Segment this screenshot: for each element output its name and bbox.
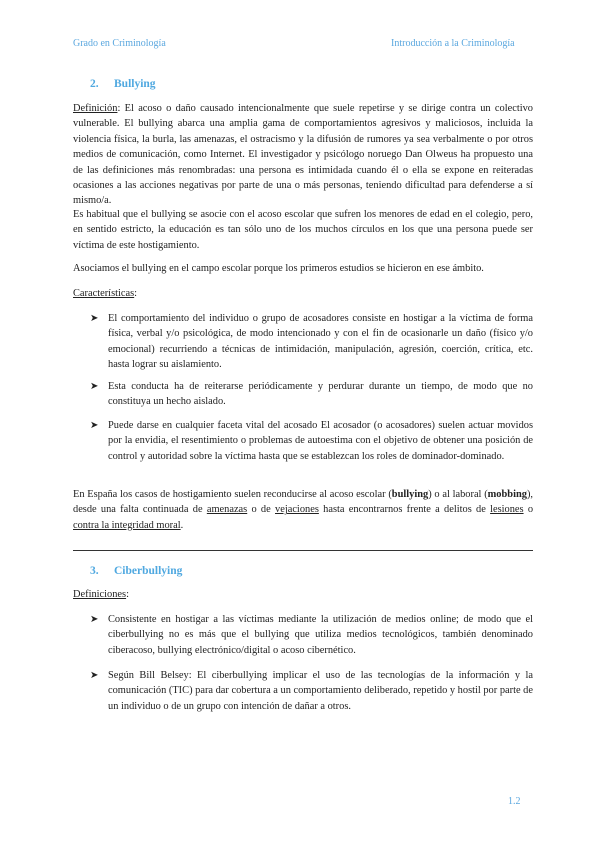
colon: : [134,288,138,299]
arrow-bullet-icon: ➤ [90,381,99,392]
header-left: Grado en Criminología [73,38,166,49]
label-text: Características [73,288,135,299]
underlined-term: vejaciones [275,504,319,516]
text: En España los casos de hostigamiento suelen reconducirse al acoso escolar ( [73,489,392,500]
arrow-bullet-icon: ➤ [90,420,99,431]
paragraph: Asociamos el bullying en el campo escolar porque los primeros estudios se hicieron en ese ámbito. [73,263,484,274]
spain-paragraph [73,487,533,533]
definitions-label [73,587,533,602]
section-title: Bullying [114,78,156,90]
list-item [90,418,533,464]
list-item [90,668,533,714]
text: ) o al laboral ( [428,489,488,500]
list-item [90,311,533,373]
arrow-bullet-icon: ➤ [90,670,99,681]
label-text: Definiciones [73,589,127,600]
arrow-bullet-icon: ➤ [90,614,99,625]
list-item-text: Puede darse en cualquier faceta vital del acosado El acosador (o acosadores) suelen actuar movidos por la envidia, el resentimiento o problemas de autoestima con el objetivo de obtener una posición de control y autoridad sobre la víctima hasta que se establezcan los roles de dominador-dominado. [108,420,533,462]
list-item [90,612,533,658]
characteristics-label [73,286,533,301]
definition-label: Definición [73,103,118,114]
text: o [523,504,534,516]
definition-paragraph [73,101,533,209]
page-number: 1.2 [508,796,521,807]
underlined-term: contra la integridad moral [73,519,181,531]
text: . [180,519,184,531]
colon: : [126,589,129,600]
list-item-text: Según Bill Belsey: El ciberbullying implicar el uso de las tecnologías de la información y la comunicación (TIC) para dar cobertura a un comportamiento deliberado, repetido y hostil por parte de un individuo o de un grupo con intención de dañar a otros. [108,670,533,712]
definition-text: : El acoso o daño causado intencionalmente que suele repetirse y se dirige contra un colectivo vulnerable. El bullying abarca una amplia gama de comportamientos agresivos y maliciosos, incluida la violencia física, la burla, las amenazas, el ostracismo y la difusión de rumores ya sea verbalmente o por otros medios de comunicación, como Internet. El investigador y psicólogo noruego Dan Olweus ha propuesto una de las definiciones más renombradas: una persona es intimidada cuando él o ella se expone en reiteradas ocasiones a las acciones negativas por parte de una o más personas, teniendo dificultad para defenderse a sí mismo/a. [73,103,533,207]
text: ), desde una falta continuada de [73,489,533,516]
list-item-text: Esta conducta ha de reiterarse periódicamente y perdurar durante un tiempo, de modo que no constituya un hecho aislado. [108,381,533,408]
section-title: Ciberbullying [114,565,183,577]
bold-term: bullying [391,489,429,500]
header-right: Introducción a la Criminología [391,38,515,49]
bold-term: mobbing [487,489,527,500]
arrow-bullet-icon: ➤ [90,313,99,324]
underlined-term: lesiones [490,504,524,516]
horizontal-divider [73,550,533,551]
list-item [90,379,533,410]
section-3-heading [90,565,182,577]
section-number: 3. [90,565,99,577]
section-2-heading [90,78,156,90]
underlined-term: amenazas [206,504,248,516]
list-item-text: Consistente en hostigar a las víctimas mediante la utilización de medios online; de modo que el ciberbullying no es más que el bullying que utiliza medios tecnológicos, también denominado ciberacoso, bullying electrónico/digital o acoso cibernético. [108,614,533,656]
list-item-text: El comportamiento del individuo o grupo de acosadores consiste en hostigar a la víctima de forma física, verbal y/o psicológica, de modo intencionado y con el fin de ocasionarle un daño (físico y/o emocional) recurriendo a técnicas de intimidación, manipulación, agresión, coerción, crítica, etc. hasta lograr su aislamiento. [108,313,533,371]
section-number: 2. [90,78,99,90]
paragraph: Es habitual que el bullying se asocie con el acoso escolar que sufren los menores de edad en el colegio, pero, en sentido estricto, la educación es tan sólo uno de los muchos círculos en los que una persona puede ser víctima de este hostigamiento. [73,209,533,251]
text: o de [247,504,276,516]
text: hasta encontrarnos frente a delitos de [318,504,491,516]
